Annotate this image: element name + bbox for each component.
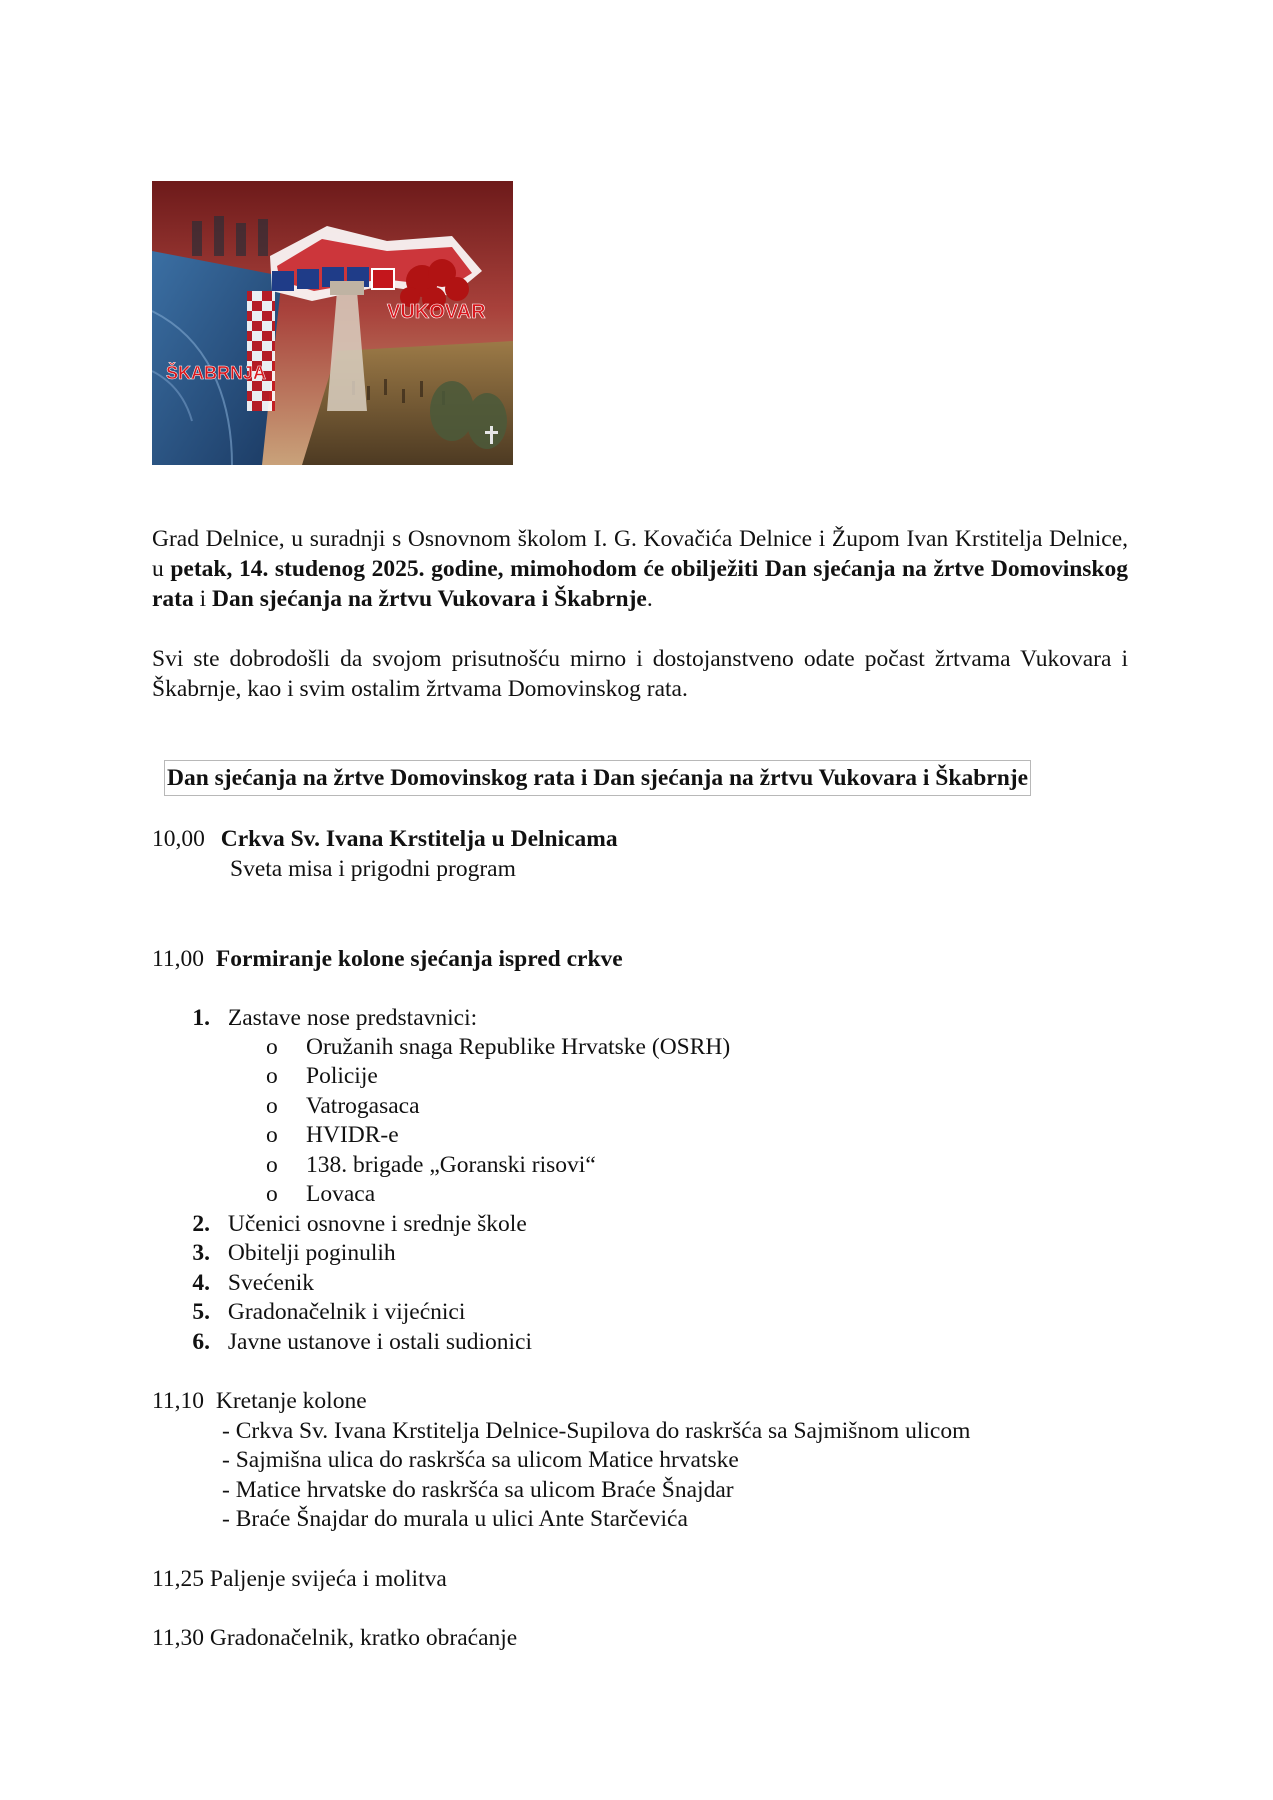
- flag-item-6: [266, 1179, 375, 1209]
- memorial-poster-image: [152, 181, 513, 465]
- list-text: Javne ustanove i ostali sudionici: [227, 1329, 533, 1355]
- column-item-4: [186, 1268, 314, 1298]
- list-number: 2.: [192, 1211, 210, 1237]
- schedule-title: Crkva Sv. Ivana Krstitelja u Delnicama: [220, 826, 618, 852]
- schedule-title: Paljenje svijeća i molitva: [209, 1566, 447, 1592]
- bullet-marker: o: [266, 1181, 278, 1207]
- schedule-time: 11,25: [152, 1566, 205, 1592]
- route-step-1: - Crkva Sv. Ivana Krstitelja Delnice-Supilova do raskršća sa Sajmišnom ulicom: [222, 1418, 971, 1444]
- column-item-3: [186, 1238, 396, 1268]
- list-text: Svećenik: [227, 1270, 315, 1296]
- flag-text: Vatrogasaca: [306, 1093, 420, 1119]
- bullet-marker: o: [266, 1122, 278, 1148]
- list-number: 3.: [192, 1240, 210, 1266]
- flag-text: Lovaca: [306, 1181, 376, 1207]
- flag-text: Oružanih snaga Republike Hrvatske (OSRH): [306, 1034, 731, 1060]
- bullet-marker: o: [266, 1063, 278, 1089]
- list-text: Učenici osnovne i srednje škole: [227, 1211, 527, 1237]
- intro-text-e: .: [646, 586, 653, 612]
- schedule-item-1110: [152, 1386, 367, 1416]
- schedule-item-1000: [152, 824, 618, 854]
- poster-label-skabrnja: ŠKABRNJA: [166, 363, 267, 383]
- column-item-2: [186, 1209, 527, 1239]
- flag-text: 138. brigade „Goranski risovi“: [306, 1152, 596, 1178]
- schedule-item-1130: [152, 1623, 517, 1653]
- schedule-time: 11,30: [152, 1625, 205, 1651]
- flag-item-1: [266, 1032, 730, 1062]
- intro-paragraph: [152, 524, 1128, 614]
- schedule-item-1100: [152, 944, 623, 974]
- bullet-marker: o: [266, 1034, 278, 1060]
- program-title-box: Dan sjećanja na žrtve Domovinskog rata i Dan sjećanja na žrtvu Vukovara i Škabrnje: [164, 760, 1031, 796]
- list-number: 1.: [192, 1005, 210, 1031]
- schedule-time: 10,00: [152, 826, 205, 852]
- schedule-time: 11,10: [152, 1388, 205, 1414]
- intro-text-a: Grad Delnice, u suradnji s Osnovnom školom I. G. Kovačića Delnice i Župom Ivan Krstitelja Delnice, u: [152, 526, 1128, 582]
- column-item-6: [186, 1327, 532, 1357]
- list-text: Gradonačelnik i vijećnici: [227, 1299, 466, 1325]
- route-step-2: - Sajmišna ulica do raskršća sa ulicom Matice hrvatske: [222, 1447, 739, 1473]
- schedule-item-1125: [152, 1564, 447, 1594]
- intro-text-c: i: [193, 586, 213, 612]
- list-number: 5.: [192, 1299, 210, 1325]
- column-item-5: [186, 1297, 465, 1327]
- welcome-paragraph: Svi ste dobrodošli da svojom prisutnošću mirno i dostojanstveno odate počast žrtvama Vukovara i Škabrnje, kao i svim ostalim žrtvama Domovinskog rata.: [152, 646, 1128, 702]
- list-number: 6.: [192, 1329, 210, 1355]
- intro-remembrance-highlight: Dan sjećanja na žrtvu Vukovara i Škabrnje: [212, 586, 647, 612]
- flag-item-4: [266, 1120, 399, 1150]
- flag-text: Policije: [306, 1063, 378, 1089]
- schedule-time: 11,00: [152, 946, 205, 972]
- schedule-title: Formiranje kolone sjećanja ispred crkve: [215, 946, 623, 972]
- column-item-1: [186, 1003, 477, 1033]
- route-step-4: - Braće Šnajdar do murala u ulici Ante Starčevića: [222, 1506, 688, 1532]
- schedule-title: Gradonačelnik, kratko obraćanje: [209, 1625, 518, 1651]
- list-number: 4.: [192, 1270, 210, 1296]
- flag-text: HVIDR-e: [306, 1122, 399, 1148]
- schedule-title: Kretanje kolone: [215, 1388, 367, 1414]
- flag-item-2: [266, 1061, 378, 1091]
- list-text: Obitelji poginulih: [227, 1240, 396, 1266]
- bullet-marker: o: [266, 1093, 278, 1119]
- poster-label-vukovar: VUKOVAR: [387, 301, 486, 323]
- bullet-marker: o: [266, 1152, 278, 1178]
- list-text: Zastave nose predstavnici:: [227, 1005, 478, 1031]
- route-step-3: - Matice hrvatske do raskršća sa ulicom Braće Šnajdar: [222, 1477, 734, 1503]
- intro-date-highlight: petak, 14. studenog 2025. godine, mimohodom će obilježiti Dan sjećanja na žrtve Domovinskog rata: [152, 556, 1129, 612]
- flag-item-5: [266, 1150, 596, 1180]
- schedule-subtitle: Sveta misa i prigodni program: [230, 856, 516, 882]
- flag-item-3: [266, 1091, 420, 1121]
